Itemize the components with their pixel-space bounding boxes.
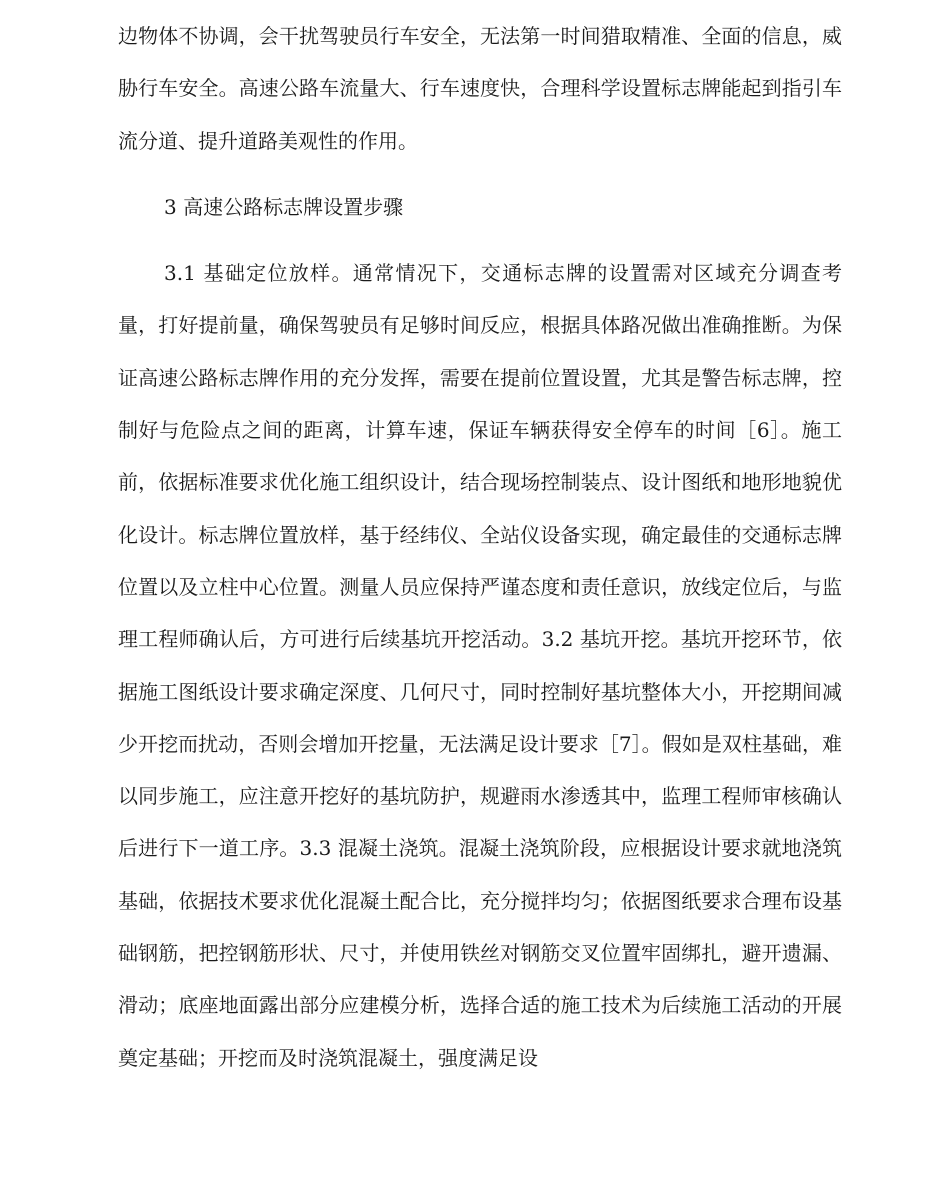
section-heading: 3 高速公路标志牌设置步骤 — [164, 194, 404, 219]
paragraph-body: 3.1 基础定位放样。通常情况下，交通标志牌的设置需对区域充分调查考量，打好提前量，确保驾驶员有足够时间反应，根据具体路况做出准确推断。为保证高速公路标志牌作用的充分发挥，需要在提前位置设置，尤其是警告标志牌，控制好与危险点之间的距离，计算车速，保证车辆获得安全停车的时间［6］。施工前，依据标准要求优化施工组织设计，结合现场控制装点、设计图纸和地形地貌优化设计。标志牌位置放样，基于经纬仪、全站仪设备实现，确定最佳的交通标志牌位置以及立柱中心位置。测量人员应保持严谨态度和责任意识，放线定位后，与监理工程师确认后，方可进行后续基坑开挖活动。3.2 基坑开挖。基坑开挖环节，依据施工图纸设计要求确定深度、几何尺寸，同时控制好基坑整体大小，开挖期间减少开挖而扰动，否则会增加开挖量，无法满足设计要求［7］。假如是双柱基础，难以同步施工，应注意开挖好的基坑防护，规避雨水渗透其中，监理工程师审核确认后进行下一道工序。3.3 混凝土浇筑。混凝土浇筑阶段，应根据设计要求就地浇筑基础，依据技术要求优化混凝土配合比，充分搅拌均匀；依据图纸要求合理布设基础钢筋，把控钢筋形状、尺寸，并使用铁丝对钢筋交叉位置牢固绑扎，避开遗漏、滑动；底座地面露出部分应建模分析，选择合适的施工技术为后续施工活动的开展奠定基础；开挖而及时浇筑混凝土，强度满足设 — [118, 261, 842, 1070]
paragraph-continued: 边物体不协调，会干扰驾驶员行车安全，无法第一时间猎取精准、全面的信息，威胁行车安全。高速公路车流量大、行车速度快，合理科学设置标志牌能起到指引车流分道、提升道路美观性的作用。 — [118, 24, 842, 153]
document-page — [118, 10, 842, 1084]
